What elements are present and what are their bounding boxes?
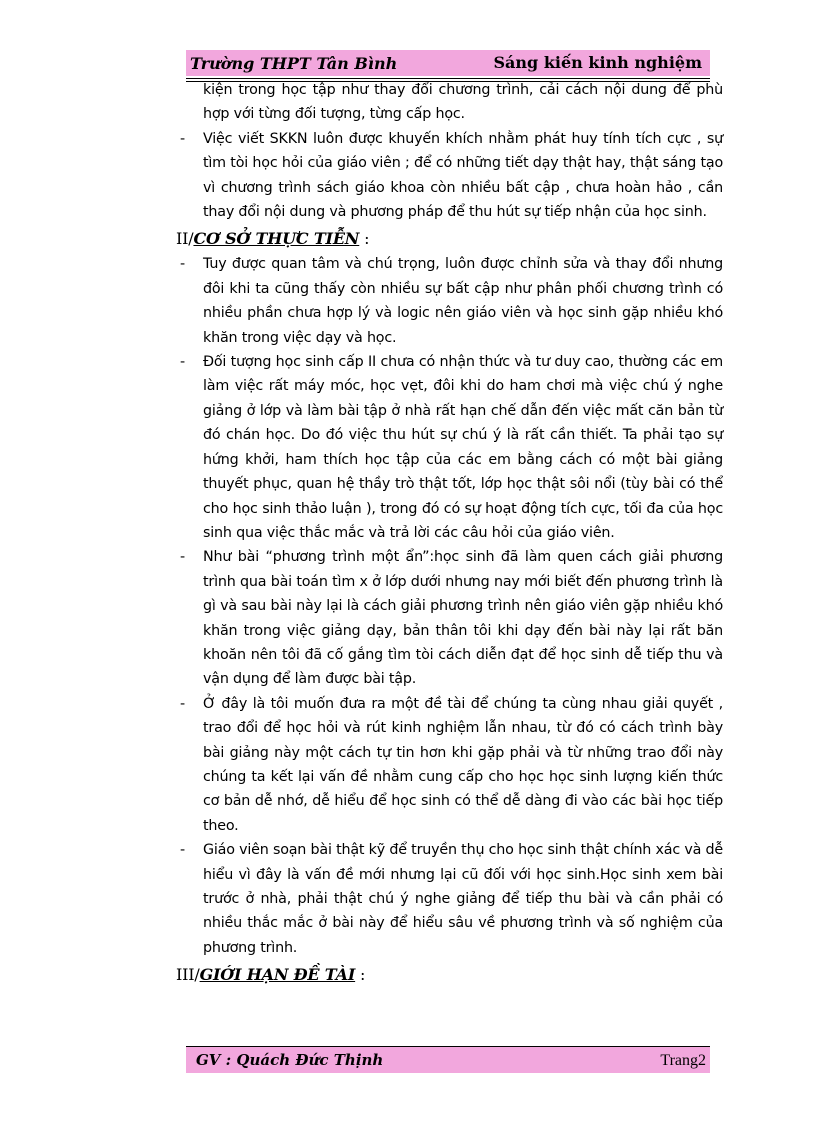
bullet-text: Tuy được quan tâm và chú trọng, luôn được chỉnh sửa và thay đổi nhưng đôi khi ta cũng thấy còn nhiều sự bất cập như phân phối chương trình có nhiều phần chưa hợp lý và logic nên giáo viên và học sinh gặp nhiều khó khăn trong việc dạy và học.	[203, 256, 723, 346]
bullet-dash: -	[180, 549, 185, 566]
bullet-dash: -	[180, 256, 185, 273]
bullet-text: Việc viết SKKN luôn được khuyến khích nhằm phát huy tính tích cực , sự tìm tòi học hỏi của giáo viên ; để có những tiết dạy thật hay, thật sáng tạo vì chương trình sách giáo khoa còn nhiều bất cập , chưa hoàn hảo , cần thay đổi nội dung và phương pháp để thu hút sự tiếp nhận của học sinh.	[203, 130, 723, 221]
list-item	[178, 692, 723, 838]
section3-heading	[176, 962, 723, 988]
bullet-dash: -	[180, 842, 185, 859]
section2-suffix: :	[359, 229, 370, 249]
list-item	[178, 350, 723, 545]
list-item	[178, 838, 723, 960]
header-school: Trường THPT Tân Bình	[190, 54, 398, 73]
section2-number: II/	[176, 229, 194, 249]
bullet-text: Giáo viên soạn bài thật kỹ để truyền thụ cho học sinh thật chính xác và dễ hiểu vì đây là vấn đề mới nhưng lại cũ đối với học sinh.Học sinh xem bài trước ở nhà, phải thật chú ý nghe giảng để tiếp thu bài và cần phải có nhiều thắc mắc ở bài này để hiểu sâu về phương trình và số nghiệm của phương trình.	[203, 842, 723, 956]
section3-number: III/	[176, 965, 200, 985]
bullet-text: Ở đây là tôi muốn đưa ra một đề tài để chúng ta cùng nhau giải quyết , trao đổi để học hỏi và rút kinh nghiệm lẫn nhau, từ đó có cách trình bày bài giảng này một cách tự tin hơn khi gặp phải và từ những trao đổi này chúng ta kết lại vấn đề nhằm cung cấp cho học học sinh lượng kiến thức cơ bản dễ nhớ, dễ hiểu để học sinh có thể dễ dàng đi vào các bài học tiếp theo.	[203, 695, 723, 834]
page-number: Trang2	[660, 1052, 706, 1069]
header-doc-type: Sáng kiến kinh nghiệm	[493, 53, 702, 72]
bullet-dash: -	[180, 130, 185, 147]
section2-title: CƠ SỞ THỰC TIỄN	[193, 229, 360, 249]
section1-continuation: kiện trong học tập như thay đổi chương trình, cải cách nội dung để phù hợp với từng đối tượng, từng cấp học.	[203, 82, 723, 123]
bullet-dash: -	[180, 354, 185, 371]
bullet-text: Như bài “phương trình một ẩn”:học sinh đã làm quen cách giải phương trình qua bài toán tìm x ở lớp dưới nhưng nay mới biết đến phương trình là gì và sau bài này lại là cách giải phương trình nên giáo viên gặp nhiều khó khăn trong việc giảng dạy, bản thân tôi khi dạy đến bài này lại rất băn khoăn nên tôi đã cố gắng tìm tòi cách diễn đạt để học sinh dễ tiếp thu và vận dụng để làm được bài tập.	[203, 549, 723, 688]
section2-heading	[176, 226, 723, 252]
list-item	[178, 127, 723, 225]
bullet-text: Đối tượng học sinh cấp II chưa có nhận thức và tư duy cao, thường các em làm việc rất máy móc, học vẹt, đôi khi do ham chơi mà việc chú ý nghe giảng ở lớp và làm bài tập ở nhà rất hạn chế dẫn đến việc mất căn bản từ đó chán học. Do đó việc thu hút sự chú ý là rất cần thiết. Ta phải tạo sự hứng khởi, ham thích học tập của các em bằng cách có một bài giảng thuyết phục, quan hệ thầy trò thật tốt, lớp học thật sôi nổi (tùy bài có thể cho học sinh thảo luận ), trong đó có sự hoạt động tích cực, tối đa của học sinh qua việc thắc mắc và trả lời các câu hỏi của giáo viên.	[203, 354, 723, 541]
section3-title: GIỚI HẠN ĐỀ TÀI	[199, 965, 356, 985]
footer-author: GV : Quách Đức Thịnh	[196, 1051, 384, 1069]
list-item	[178, 252, 723, 350]
document-body	[178, 78, 723, 988]
list-item	[178, 545, 723, 691]
section3-suffix: :	[355, 965, 366, 985]
page-header	[186, 50, 710, 76]
page-footer	[186, 1046, 710, 1073]
bullet-dash: -	[180, 695, 185, 712]
